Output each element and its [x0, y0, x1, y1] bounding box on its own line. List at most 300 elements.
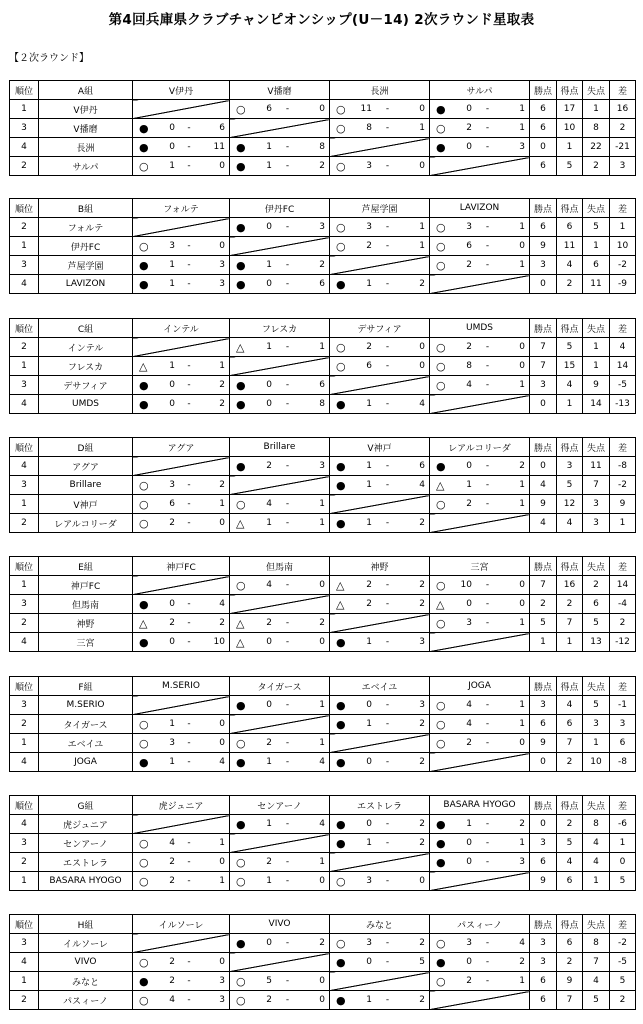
score-against: 2	[419, 719, 425, 729]
score-separator: -	[285, 618, 290, 628]
result-mark-icon: ○	[436, 616, 446, 630]
score-for: 3	[366, 222, 372, 232]
goal-diff-cell: -21	[610, 138, 636, 157]
goals-against-cell: 1	[583, 872, 610, 891]
goals-against-header: 失点	[583, 438, 610, 457]
result-mark-icon: ○	[139, 855, 149, 869]
team-name-cell: 但馬南	[39, 595, 133, 614]
group-name: H組	[39, 915, 133, 934]
match-result-cell	[133, 872, 230, 891]
score-for: 1	[366, 637, 372, 647]
score-for: 1	[266, 260, 272, 270]
rank-cell: 3	[10, 476, 39, 495]
goals-for-cell: 7	[557, 991, 583, 1010]
score-for: 1	[266, 876, 272, 886]
score-against: 0	[419, 361, 425, 371]
score-against: 2	[419, 279, 425, 289]
score-for: 2	[169, 957, 175, 967]
match-result-cell	[430, 100, 530, 119]
goals-against-cell: 3	[583, 495, 610, 514]
opponent-header: 長洲	[330, 81, 430, 100]
score-for: 2	[366, 241, 372, 251]
team-name-cell: みなと	[39, 972, 133, 991]
score-against: 8	[319, 142, 325, 152]
score-for: 0	[466, 838, 472, 848]
score-for: 2	[169, 518, 175, 528]
points-header: 勝点	[530, 677, 557, 696]
score-for: 2	[366, 599, 372, 609]
score-for: 0	[266, 700, 272, 710]
match-result-cell	[230, 815, 330, 834]
goal-diff-cell: -2	[610, 934, 636, 953]
score-for: 1	[266, 518, 272, 528]
score-against: 2	[219, 480, 225, 490]
self-match-cell	[330, 256, 430, 275]
score-separator: -	[385, 361, 390, 371]
match-result-cell	[133, 633, 230, 652]
result-mark-icon: ●	[236, 159, 246, 173]
score-separator: -	[187, 599, 191, 609]
result-mark-icon: △	[436, 478, 445, 492]
points-cell: 3	[530, 934, 557, 953]
result-mark-icon: ●	[236, 140, 246, 154]
score-separator: -	[485, 838, 490, 848]
table-row	[10, 100, 636, 119]
result-mark-icon: ●	[139, 635, 149, 649]
score-for: 0	[266, 637, 272, 647]
score-separator: -	[385, 518, 390, 528]
match-result-cell	[230, 614, 330, 633]
score-separator: -	[485, 123, 490, 133]
table-row	[10, 119, 636, 138]
points-header: 勝点	[530, 557, 557, 576]
opponent-header: エベイユ	[330, 677, 430, 696]
table-row	[10, 338, 636, 357]
match-result-cell	[230, 853, 330, 872]
score-separator: -	[285, 399, 290, 409]
goals-against-cell: 1	[583, 237, 610, 256]
self-match-cell	[330, 972, 430, 991]
result-mark-icon: ●	[336, 836, 346, 850]
header-row	[10, 915, 636, 934]
table-row	[10, 715, 636, 734]
score-for: 1	[366, 518, 372, 528]
goal-diff-cell: 3	[610, 157, 636, 176]
goals-for-cell: 2	[557, 953, 583, 972]
match-result-cell	[133, 834, 230, 853]
match-result-cell	[430, 576, 530, 595]
goals-against-cell: 2	[583, 157, 610, 176]
score-for: 0	[466, 142, 472, 152]
score-against: 1	[219, 361, 225, 371]
score-against: 8	[319, 399, 325, 409]
score-for: 2	[169, 618, 175, 628]
score-separator: -	[285, 738, 290, 748]
score-for: 2	[266, 461, 272, 471]
score-for: 2	[466, 342, 472, 352]
match-result-cell	[330, 991, 430, 1010]
table-row	[10, 237, 636, 256]
rank-cell: 4	[10, 395, 39, 414]
match-result-cell	[230, 872, 330, 891]
match-result-cell	[230, 157, 330, 176]
score-against: 0	[519, 580, 525, 590]
group-table	[9, 198, 636, 294]
score-against: 0	[519, 361, 525, 371]
result-mark-icon: ○	[236, 497, 246, 511]
result-mark-icon: ○	[139, 955, 149, 969]
score-separator: -	[485, 618, 490, 628]
rank-cell: 3	[10, 256, 39, 275]
result-mark-icon: ●	[236, 755, 246, 769]
result-mark-icon: ○	[436, 717, 446, 731]
result-mark-icon: ○	[336, 159, 346, 173]
table-row	[10, 457, 636, 476]
match-result-cell	[133, 376, 230, 395]
points-cell: 0	[530, 138, 557, 157]
goals-for-header: 得点	[557, 81, 583, 100]
score-against: 0	[519, 738, 525, 748]
goal-diff-cell: 4	[610, 338, 636, 357]
score-against: 0	[519, 599, 525, 609]
score-for: 0	[266, 399, 272, 409]
result-mark-icon: ●	[436, 817, 446, 831]
result-mark-icon: ●	[139, 974, 149, 988]
score-against: 5	[419, 957, 425, 967]
score-for: 1	[366, 995, 372, 1005]
goals-for-cell: 1	[557, 138, 583, 157]
points-cell: 7	[530, 338, 557, 357]
match-result-cell	[133, 495, 230, 514]
score-against: 2	[319, 618, 325, 628]
match-result-cell	[133, 357, 230, 376]
result-mark-icon: ○	[236, 974, 246, 988]
score-against: 4	[219, 757, 225, 767]
match-result-cell	[430, 476, 530, 495]
score-against: 0	[319, 104, 325, 114]
score-for: 0	[266, 222, 272, 232]
result-mark-icon: ○	[139, 516, 149, 530]
result-mark-icon: ●	[336, 955, 346, 969]
match-result-cell	[230, 991, 330, 1010]
rank-header: 順位	[10, 438, 39, 457]
self-match-cell	[230, 357, 330, 376]
team-name-cell: 神野	[39, 614, 133, 633]
match-result-cell	[330, 119, 430, 138]
header-row	[10, 677, 636, 696]
group-name: E組	[39, 557, 133, 576]
score-separator: -	[485, 241, 490, 251]
goals-against-cell: 9	[583, 376, 610, 395]
rank-header: 順位	[10, 915, 39, 934]
goals-for-header: 得点	[557, 677, 583, 696]
score-separator: -	[485, 222, 490, 232]
team-name-cell: エストレラ	[39, 853, 133, 872]
result-mark-icon: ○	[139, 239, 149, 253]
match-result-cell	[230, 395, 330, 414]
goals-for-cell: 4	[557, 853, 583, 872]
score-for: 4	[266, 580, 272, 590]
rank-cell: 2	[10, 157, 39, 176]
points-cell: 6	[530, 853, 557, 872]
score-for: 1	[466, 480, 472, 490]
points-header: 勝点	[530, 199, 557, 218]
result-mark-icon: ●	[139, 378, 149, 392]
points-header: 勝点	[530, 319, 557, 338]
result-mark-icon: ○	[139, 874, 149, 888]
score-for: 2	[169, 976, 175, 986]
points-cell: 4	[530, 514, 557, 533]
team-name-cell: UMDS	[39, 395, 133, 414]
match-result-cell	[230, 696, 330, 715]
self-match-cell	[230, 834, 330, 853]
goals-against-cell: 4	[583, 853, 610, 872]
result-mark-icon: ●	[336, 459, 346, 473]
match-result-cell	[430, 218, 530, 237]
score-for: 0	[466, 857, 472, 867]
result-mark-icon: ●	[336, 277, 346, 291]
self-match-cell	[230, 119, 330, 138]
score-for: 1	[266, 142, 272, 152]
score-for: 6	[366, 361, 372, 371]
opponent-header: LAVIZON	[430, 199, 530, 218]
points-cell: 6	[530, 218, 557, 237]
score-against: 1	[219, 499, 225, 509]
score-separator: -	[385, 279, 390, 289]
match-result-cell	[230, 495, 330, 514]
score-separator: -	[285, 461, 290, 471]
result-mark-icon: ●	[139, 597, 149, 611]
score-for: 0	[169, 599, 175, 609]
self-match-cell	[133, 338, 230, 357]
score-against: 1	[519, 719, 525, 729]
goals-against-cell: 7	[583, 476, 610, 495]
goal-diff-cell: 2	[610, 991, 636, 1010]
result-mark-icon: ○	[436, 497, 446, 511]
rank-cell: 4	[10, 815, 39, 834]
score-separator: -	[187, 142, 191, 152]
match-result-cell	[133, 734, 230, 753]
goal-diff-cell: -5	[610, 376, 636, 395]
team-name-cell: レアルコリーダ	[39, 514, 133, 533]
score-for: 1	[169, 260, 175, 270]
score-against: 1	[519, 838, 525, 848]
score-against: 2	[219, 399, 225, 409]
score-separator: -	[485, 719, 490, 729]
score-separator: -	[187, 260, 191, 270]
goals-for-cell: 2	[557, 815, 583, 834]
score-for: 5	[266, 976, 272, 986]
goals-for-cell: 5	[557, 338, 583, 357]
opponent-header: V播磨	[230, 81, 330, 100]
rank-cell: 4	[10, 275, 39, 294]
score-for: 2	[169, 857, 175, 867]
score-for: 2	[466, 123, 472, 133]
match-result-cell	[133, 395, 230, 414]
match-result-cell	[133, 157, 230, 176]
table-row	[10, 633, 636, 652]
score-separator: -	[485, 957, 490, 967]
match-result-cell	[230, 934, 330, 953]
result-mark-icon: ●	[139, 140, 149, 154]
points-cell: 1	[530, 633, 557, 652]
rank-cell: 1	[10, 972, 39, 991]
goal-diff-cell: 5	[610, 972, 636, 991]
score-against: 1	[519, 618, 525, 628]
score-against: 0	[419, 161, 425, 171]
score-separator: -	[385, 123, 390, 133]
match-result-cell	[330, 157, 430, 176]
goal-diff-cell: 1	[610, 218, 636, 237]
table-row	[10, 991, 636, 1010]
score-separator: -	[385, 719, 390, 729]
score-for: 1	[266, 161, 272, 171]
goals-against-cell: 8	[583, 119, 610, 138]
match-result-cell	[330, 834, 430, 853]
group-table	[9, 318, 636, 414]
points-cell: 0	[530, 275, 557, 294]
result-mark-icon: ○	[436, 220, 446, 234]
goals-for-cell: 15	[557, 357, 583, 376]
score-separator: -	[385, 838, 390, 848]
team-name-cell: M.SERIO	[39, 696, 133, 715]
goals-for-cell: 4	[557, 256, 583, 275]
points-cell: 9	[530, 237, 557, 256]
self-match-cell	[430, 157, 530, 176]
result-mark-icon: ○	[436, 258, 446, 272]
result-mark-icon: ●	[336, 635, 346, 649]
goal-diff-cell: 6	[610, 734, 636, 753]
score-for: 1	[169, 757, 175, 767]
match-result-cell	[330, 338, 430, 357]
score-for: 2	[266, 618, 272, 628]
result-mark-icon: ●	[236, 397, 246, 411]
opponent-header: M.SERIO	[133, 677, 230, 696]
score-against: 2	[419, 838, 425, 848]
table-row	[10, 595, 636, 614]
score-separator: -	[285, 819, 290, 829]
result-mark-icon: ●	[336, 478, 346, 492]
score-against: 0	[319, 637, 325, 647]
match-result-cell	[133, 237, 230, 256]
rank-cell: 4	[10, 633, 39, 652]
score-for: 6	[169, 499, 175, 509]
score-against: 1	[219, 838, 225, 848]
result-mark-icon: ○	[436, 974, 446, 988]
goal-diff-header: 差	[610, 796, 636, 815]
score-against: 1	[519, 380, 525, 390]
score-for: 3	[466, 938, 472, 948]
goal-diff-cell: 5	[610, 872, 636, 891]
result-mark-icon: △	[236, 635, 245, 649]
match-result-cell	[430, 614, 530, 633]
score-against: 10	[213, 637, 225, 647]
header-row	[10, 81, 636, 100]
score-separator: -	[485, 361, 490, 371]
match-result-cell	[230, 275, 330, 294]
match-result-cell	[330, 514, 430, 533]
self-match-cell	[230, 715, 330, 734]
match-result-cell	[133, 476, 230, 495]
team-name-cell: イルソーレ	[39, 934, 133, 953]
result-mark-icon: △	[336, 597, 345, 611]
group-name: A組	[39, 81, 133, 100]
score-against: 0	[219, 957, 225, 967]
team-name-cell: フォルテ	[39, 218, 133, 237]
result-mark-icon: △	[139, 616, 148, 630]
opponent-header: 神野	[330, 557, 430, 576]
result-mark-icon: ○	[336, 102, 346, 116]
self-match-cell	[133, 218, 230, 237]
score-separator: -	[385, 241, 390, 251]
match-result-cell	[430, 972, 530, 991]
result-mark-icon: ○	[139, 159, 149, 173]
self-match-cell	[133, 576, 230, 595]
goal-diff-header: 差	[610, 319, 636, 338]
score-separator: -	[485, 819, 490, 829]
rank-header: 順位	[10, 796, 39, 815]
score-for: 1	[169, 161, 175, 171]
team-name-cell: デサフィア	[39, 376, 133, 395]
result-mark-icon: ○	[236, 736, 246, 750]
opponent-header: フレスカ	[230, 319, 330, 338]
score-against: 2	[519, 461, 525, 471]
score-against: 2	[319, 161, 325, 171]
score-against: 2	[419, 938, 425, 948]
score-against: 1	[519, 123, 525, 133]
score-against: 4	[419, 480, 425, 490]
points-cell: 9	[530, 734, 557, 753]
score-for: 4	[169, 838, 175, 848]
score-separator: -	[187, 719, 191, 729]
result-mark-icon: ●	[336, 516, 346, 530]
score-against: 1	[519, 480, 525, 490]
points-cell: 3	[530, 376, 557, 395]
group-table	[9, 676, 636, 772]
result-mark-icon: ○	[139, 478, 149, 492]
goals-for-cell: 12	[557, 495, 583, 514]
goal-diff-cell: -12	[610, 633, 636, 652]
match-result-cell	[430, 595, 530, 614]
opponent-header: UMDS	[430, 319, 530, 338]
score-against: 2	[219, 618, 225, 628]
match-result-cell	[430, 853, 530, 872]
goal-diff-header: 差	[610, 81, 636, 100]
points-cell: 3	[530, 953, 557, 972]
match-result-cell	[230, 138, 330, 157]
goal-diff-cell: 14	[610, 357, 636, 376]
result-mark-icon: △	[236, 340, 245, 354]
score-for: 0	[366, 700, 372, 710]
points-cell: 6	[530, 100, 557, 119]
result-mark-icon: ○	[436, 698, 446, 712]
self-match-cell	[330, 376, 430, 395]
self-match-cell	[430, 514, 530, 533]
team-name-cell: JOGA	[39, 753, 133, 772]
table-row	[10, 218, 636, 237]
goal-diff-cell: 10	[610, 237, 636, 256]
match-result-cell	[330, 934, 430, 953]
score-separator: -	[285, 260, 290, 270]
score-for: 10	[460, 580, 472, 590]
opponent-header: 芦屋学園	[330, 199, 430, 218]
match-result-cell	[230, 972, 330, 991]
goals-against-header: 失点	[583, 915, 610, 934]
points-cell: 3	[530, 256, 557, 275]
match-result-cell	[230, 100, 330, 119]
match-result-cell	[430, 119, 530, 138]
match-result-cell	[430, 815, 530, 834]
